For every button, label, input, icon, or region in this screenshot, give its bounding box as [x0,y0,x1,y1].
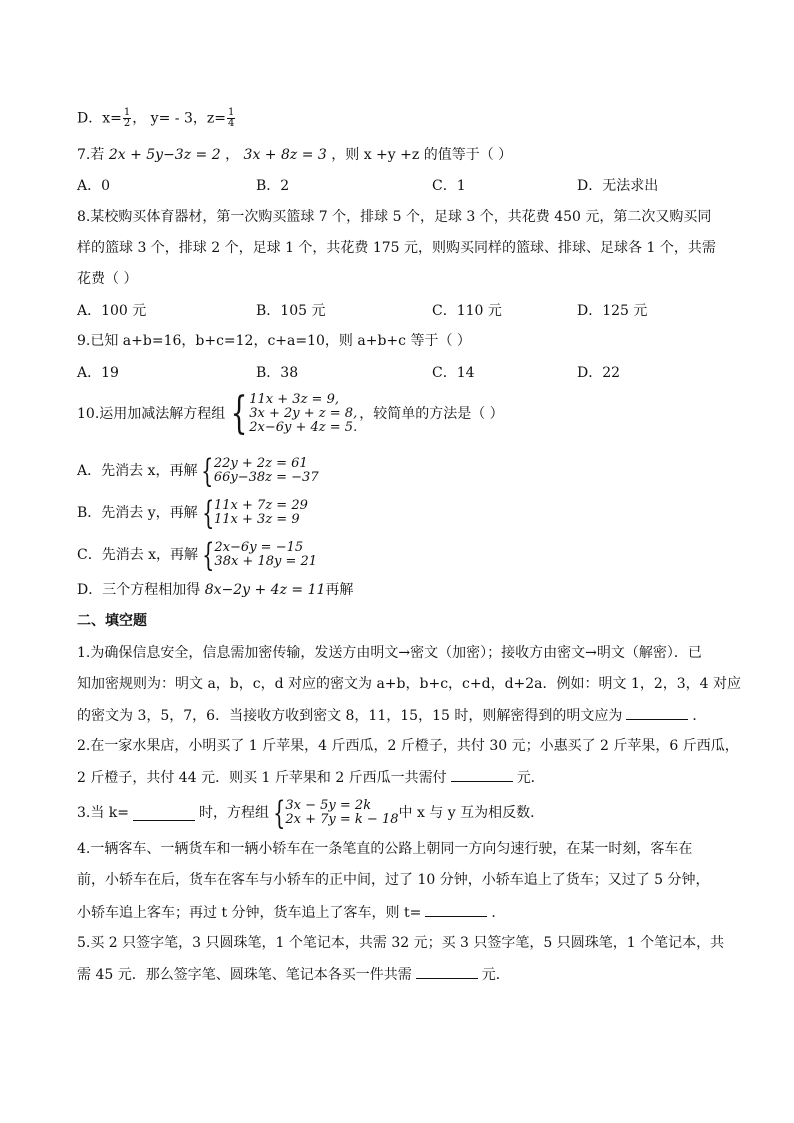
q8-line-2: 样的篮球 3 个，排球 2 个，足球 1 个，共花费 175 元，则购买同样的篮球、排球、足球各 1 个，共需 [77,240,716,256]
brace-glyph: { [201,452,214,490]
answer-blank[interactable] [425,902,487,917]
q8-option-b: B．105 元 [256,303,326,319]
answer-blank[interactable] [451,767,513,782]
q10-option-b: B．先消去 y，再解 { 11x + 7z = 29 11x + 3z = 9 [77,494,308,532]
q6-option-d-label: D．x= [77,110,122,127]
f5-line-1: 5.买 2 只签字笔，3 只圆珠笔，1 个笔记本，共需 32 元；买 3 只签字笔，5 只圆珠笔，1 个笔记本，共 [77,935,725,951]
brace-glyph: { [273,794,286,832]
q7-option-b: B．2 [256,178,290,194]
q6-option-d [77,108,236,129]
f4-line-3: 小轿车追上客车；再过 t 分钟，货车追上了客车，则 t= ． [77,902,505,923]
f2-line-1: 2.在一家水果店，小明买了 1 斤苹果，4 斤西瓜，2 斤橙子，共付 30 元；小惠买了 2 斤苹果，6 斤西瓜， [77,738,739,754]
fraction-z: $\frac{1}{4}$ [227,107,235,129]
q8-line-1: 8.某校购买体育器材，第一次购买篮球 7 个，排球 5 个，足球 3 个，共花费 450 元，第二次又购买同 [77,209,712,225]
answer-blank[interactable] [416,964,478,979]
q9-stem: 9.已知 a+b=16，b+c=12，c+a=10，则 a+b+c 等于（ ） [77,333,471,349]
f1-line-2: 知加密规则为：明文 a，b，c，d 对应的密文为 a+b，b+c，c+d，d+2a．例如：明文 1，2，3，4 对应 [77,676,742,692]
q10-equation-system: { 11x + 3z = 9, 3x + 2y + z = 8, 2x−6y + 4z = 5. [230,388,358,439]
q10-option-d: D．三个方程相加得 8x−2y + 4z = 11再解 [77,582,354,598]
f5-line-2: 需 45 元．那么签字笔、圆珠笔、笔记本各买一件共需 元． [77,964,510,985]
brace-glyph: { [202,536,215,574]
q8-option-c: C．110 元 [432,303,502,319]
answer-blank[interactable] [626,705,688,720]
brace-glyph: { [201,494,214,532]
q7-equation-2: 3x + 8z = 3 [243,147,327,163]
answer-blank[interactable] [133,806,195,821]
q7-stem: 7.若 2x + 5y−3z = 2 ， 3x + 8z = 3 ，则 x +y +z 的值等于（ ） [77,147,513,163]
q9-option-d: D．22 [577,365,621,381]
q10-option-a: A．先消去 x，再解 { 22y + 2z = 61 66y−38z = −37 [77,452,319,490]
q9-option-a: A．19 [77,365,119,381]
q8-line-3: 花费（ ） [77,271,138,287]
q7-option-d: D．无法求出 [577,178,659,194]
f2-line-2: 2 斤橙子，共付 44 元．则买 1 斤苹果和 2 斤西瓜一共需付 元． [77,767,545,788]
q9-option-c: C．14 [432,365,475,381]
q8-option-d: D．125 元 [577,303,648,319]
fraction-x: $\frac{1}{2}$ [123,107,131,129]
f3-stem: 3.当 k= 时，方程组 { 3x − 5y = 2k 2x + 7y = k − 18 中 x 与 y 互为相反数． [77,794,545,832]
q7-option-a: A．0 [77,178,111,194]
f1-line-3: 的密文为 3，5，7，6．当接收方收到密文 8，11，15，15 时，则解密得到的明文应为 ． [77,705,706,726]
q10-stem: 10.运用加减法解方程组 { 11x + 3z = 9, 3x + 2y + z = 8, 2x−6y + 4z = 5. ， 较简单的方法是（ ） [77,388,504,439]
q7-equation-1: 2x + 5y−3z = 2 [108,147,221,163]
f4-line-2: 前，小轿车在后，货车在客车与小轿车的正中间，过了 10 分钟，小轿车追上了货车；又过了 5 分钟， [77,872,710,888]
f1-line-1: 1.为确保信息安全，信息需加密传输，发送方由明文→密文（加密）；接收方由密文→明文（解密）．已 [77,645,702,661]
q9-option-b: B．38 [256,365,299,381]
section-title: 二、填空题 [77,613,147,629]
brace-glyph: { [230,388,248,439]
q8-option-a: A．100 元 [77,303,147,319]
q7-option-c: C．1 [432,178,466,194]
f4-line-1: 4.一辆客车、一辆货车和一辆小轿车在一条笔直的公路上朝同一方向匀速行驶，在某一时刻，客车在 [77,841,693,857]
q10-option-c: C．先消去 x，再解 { 2x−6y = −15 38x + 18y = 21 [77,536,318,574]
q6-option-d-y: ， y= - 3，z= [132,110,226,127]
